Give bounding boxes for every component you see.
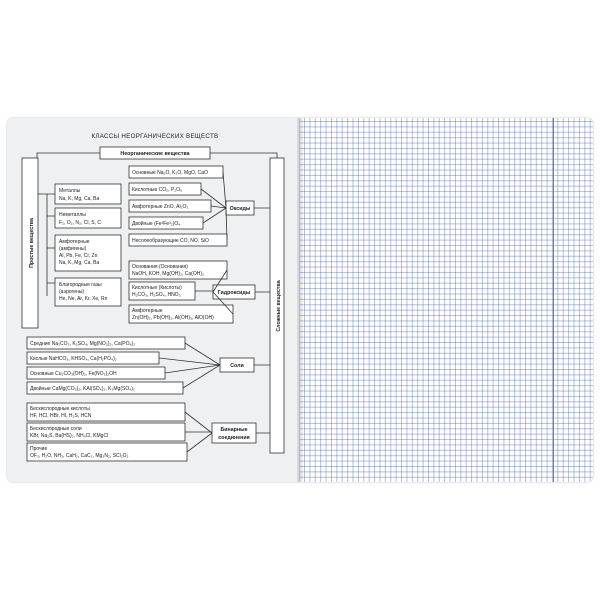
classification-diagram	[7, 118, 300, 482]
root-label: Неорганические вещества	[120, 151, 190, 157]
oxides-label: Оксиды	[229, 206, 251, 212]
binary-label-2: соединения	[218, 435, 250, 441]
hydroxide-base-title: Основания (Основания)	[132, 264, 188, 270]
salt-normal-text: Средние Na₂CO₃, K₂SO₄, Mg(NO₃)₂, Ca(PO₄)₂	[30, 341, 136, 347]
simple-connectors	[38, 194, 55, 296]
hydroxide-base-examples: NaOH, KOH, Mg(OH)₂, Ca(OH)₂	[132, 271, 204, 277]
amphoteric-title: Амфотерные	[59, 239, 90, 245]
binary-acids-title: Бескислородные кислоты	[30, 406, 90, 412]
left-page	[7, 118, 300, 482]
noble-gases-examples: He, Ne, Ar, Kr, Xe, Rn	[59, 296, 108, 302]
oxide-acidic-text: Кислотные CO₂, P₂O₅	[132, 187, 183, 193]
amphoteric-examples-1: Al, Pb, Fe, Cr, Zn	[59, 253, 98, 259]
binary-salts-title: Бескислородные соли	[30, 426, 82, 432]
notebook-spread	[7, 118, 593, 482]
metals-title: Металлы	[59, 188, 81, 194]
metals-examples: Na, K, Mg, Ca, Ba	[59, 196, 100, 202]
hydroxides-label: Гидроксиды	[217, 290, 251, 296]
hydroxide-amphoteric-title: Амфотерные	[132, 308, 163, 314]
salt-basic-text: Основные Cu₂CO₃(OH)₂, Fe(NO₃)₂OH	[30, 371, 117, 377]
binary-acids-examples: HF, HCl, HBr, HI, H₂S, HCN	[30, 413, 92, 419]
binary-other-examples: OF₂, H₂O, NH₃, CaH₂, CaC₂, Mg₃N₂, SCl₂O₂	[30, 453, 129, 459]
amphoteric-examples-2: Na, K, Mg, Ca, Ba	[59, 260, 100, 266]
complex-substances-label: Сложные вещества	[276, 280, 282, 332]
oxide-amphoteric-text: Амфотерные ZnO, Al₂O₃	[132, 204, 189, 210]
amphoteric-subtitle: (амфигены)	[59, 246, 87, 252]
salt-acidic-text: Кислые NaHCO₃, KHSO₄, Ca(H₂PO₄)₂	[30, 356, 117, 362]
notebook-spine	[297, 118, 303, 482]
salts-label: Соли	[230, 363, 244, 369]
binary-label-1: Бинарные	[220, 427, 248, 433]
hydroxide-acid-title: Кислотные (Кислоты)	[132, 285, 182, 291]
diagram-title: КЛАССЫ НЕОРГАНИЧЕСКИХ ВЕЩЕСТВ	[91, 133, 219, 140]
right-page-grid	[300, 118, 593, 482]
nonmetals-examples: F₂, O₂, N₂, Cl, S, C	[59, 220, 101, 226]
binary-other-title: Прочие	[30, 446, 48, 452]
connector-root-complex	[210, 153, 277, 158]
binary-salts-examples: KBr, Na₂S, Ba(HS)₂, NH₄Cl, KMgCl	[30, 433, 109, 439]
noble-gases-title: Благородные газы	[59, 282, 102, 288]
noble-gases-subtitle: (аэрогены)	[59, 289, 85, 295]
hydroxide-amphoteric-examples: Zn(OH)₂, Pb(OH)₂, Al(OH)₃, AlO(OH)	[132, 315, 214, 321]
connector-root-simple	[37, 153, 100, 158]
oxide-basic-text: Основные Na₂O, K₂O, MgO, CaO	[132, 170, 208, 176]
oxide-double-text: Двойные (Fe²Fe³₂)O₄	[132, 221, 181, 227]
hydroxide-acid-examples: H₂CO₃, H₂SO₄, HNO₃	[132, 292, 181, 298]
simple-substances-label: Простые вещества	[29, 218, 35, 268]
nonmetals-title: Неметаллы	[59, 212, 86, 218]
margin-line	[553, 118, 554, 482]
oxide-nonsalt-text: Несолеобразующие CO, NO, SiO	[132, 238, 209, 244]
salt-double-text: Двойные CaMg(CO₃)₂, KAl(SO₄)₂, K₂Mg(SO₄)₂	[30, 386, 135, 392]
